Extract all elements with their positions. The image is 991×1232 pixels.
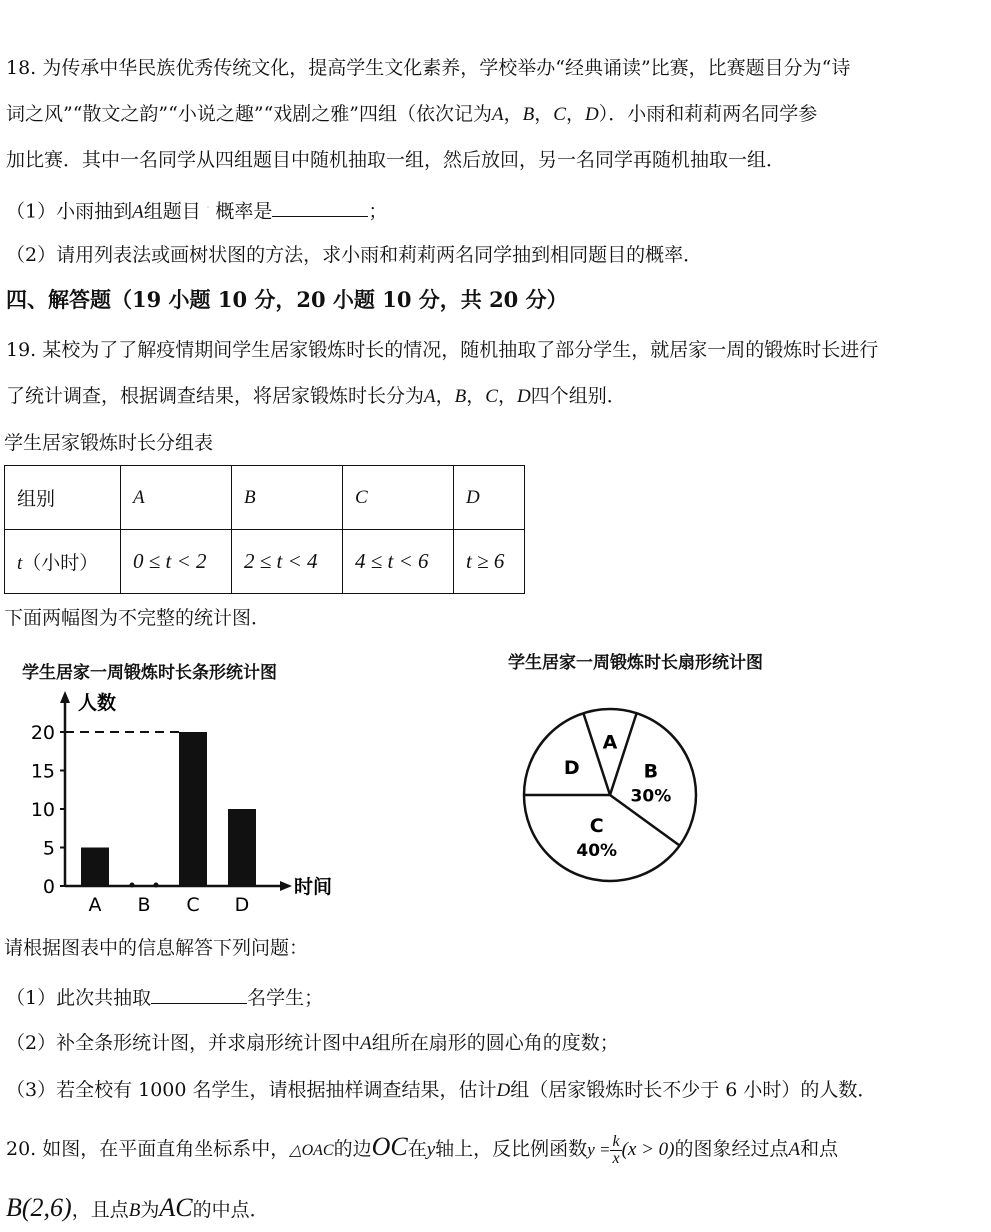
triangle-label: △OAC <box>289 1142 334 1159</box>
pie-chart <box>515 700 705 890</box>
letter-c: C <box>485 386 498 407</box>
slice-label-b: B <box>643 760 659 783</box>
y-tick-label: 10 <box>30 799 55 821</box>
segment-ac: AC <box>159 1193 193 1222</box>
x-axis-arrow <box>280 881 292 891</box>
slice-percent-b: 30% <box>630 786 672 807</box>
fraction-k-over-x <box>610 1134 621 1167</box>
function-lhs: y = <box>587 1140 611 1159</box>
table-cell: C <box>343 466 454 530</box>
fraction-denominator: x <box>612 1149 620 1167</box>
letter-c: C <box>553 104 566 125</box>
answer-blank[interactable] <box>151 985 247 1004</box>
t-symbol: t <box>17 553 23 574</box>
table-cell: A <box>121 466 232 530</box>
y-tick-label: 20 <box>30 722 55 744</box>
point-a: A <box>788 1139 801 1160</box>
letter-b: B <box>522 104 535 125</box>
q20-text: 在 <box>407 1138 427 1160</box>
table-cell: 0 ≤ t < 2 <box>121 530 232 594</box>
bar-dot-b <box>154 883 159 888</box>
q19-p3-text: （3）若全校有 1000 名学生，请根据抽样调查结果，估计 <box>6 1079 497 1101</box>
bar-a <box>81 848 109 887</box>
q20-text: 20. 如图，在平面直角坐标系中， <box>6 1138 290 1160</box>
q18-part2: （2）请用列表法或画树状图的方法，求小雨和莉莉两名同学抽到相同题目的概率． <box>6 244 703 266</box>
slice-percent-c: 40% <box>576 840 618 861</box>
letter-a: A <box>360 1033 372 1054</box>
q18-p1-end: ； <box>368 200 388 223</box>
bar-d <box>228 809 256 886</box>
point-b: B <box>128 1200 141 1221</box>
slice-label-d: D <box>563 757 580 780</box>
q19-p1-text: （1）此次共抽取 <box>6 987 152 1009</box>
q18-p1-text-c: 概率是 <box>215 200 273 223</box>
x-tick-label: A <box>88 894 102 915</box>
q18-part1 <box>6 196 387 224</box>
q20-text: 为 <box>140 1199 160 1221</box>
slice-label-a: A <box>602 731 618 754</box>
letter-b: B <box>454 386 467 407</box>
q19-p3-end: 组（居家锻炼时长不少于 6 小时）的人数． <box>510 1079 877 1101</box>
bar-c <box>179 732 207 886</box>
q19-p2-end: 组所在扇形的圆心角的度数； <box>371 1032 619 1054</box>
q19-line2-text: 了统计调查，根据调查结果，将居家锻炼时长分为 <box>6 385 425 407</box>
bar-chart <box>20 685 350 915</box>
x-axis-label: 时间 <box>294 876 333 898</box>
q19-p1-end: 名学生； <box>247 987 324 1009</box>
x-tick-label: C <box>186 894 200 915</box>
axis-y-symbol: y <box>426 1139 436 1160</box>
table-cell: 组别 <box>5 466 121 530</box>
letter-d: D <box>496 1080 511 1101</box>
group-table <box>4 465 525 594</box>
table-cell: B <box>232 466 343 530</box>
y-axis-label: 人数 <box>78 692 117 714</box>
letter-d: D <box>584 104 599 125</box>
function-domain: (x > 0) <box>621 1139 675 1160</box>
table-row <box>5 466 525 530</box>
q19-line1: 19. 某校为了了解疫情期间学生居家锻炼时长的情况，随机抽取了部分学生，就居家一周的锻炼时长进行 <box>6 339 879 361</box>
q20-text: 和点 <box>800 1138 839 1160</box>
y-tick-label: 5 <box>42 837 55 860</box>
q20-text: 的边 <box>333 1138 372 1160</box>
q18-line1: 18. 为传承中华民族优秀传统文化，提高学生文化素养，学校举办“经典诵读”比赛，比赛题目分为“诗 <box>6 57 851 79</box>
q19-part1 <box>6 985 323 1010</box>
table-cell <box>5 530 121 594</box>
q18-line2-end: ）．小雨和莉莉两名同学参 <box>598 103 818 125</box>
table-row <box>5 530 525 594</box>
q18-line2: 词之风”“散文之韵”“小说之趣”“戏剧之雅”四组（依次记为A，B，C，D）．小雨和莉莉两名同学参 <box>6 103 818 125</box>
q19-line2: 了统计调查，根据调查结果，将居家锻炼时长分为A，B，C，D四个组别． <box>6 385 626 407</box>
table-title: 学生居家锻炼时长分组表 <box>4 432 214 454</box>
fraction-numerator: k <box>612 1132 620 1150</box>
letter-a: A <box>492 104 504 125</box>
slice-border-a <box>583 713 610 795</box>
q18-line2-text: 词之风”“散文之韵”“小说之趣”“戏剧之雅”四组（依次记为 <box>6 103 492 125</box>
q20-text: ，且点 <box>71 1199 129 1221</box>
table-cell: t ≥ 6 <box>454 530 525 594</box>
unit-label: （小时） <box>22 552 99 574</box>
q20-text: 的图象经过点 <box>674 1138 789 1160</box>
y-tick-label: 15 <box>30 760 55 783</box>
bar-chart-title: 学生居家一周锻炼时长条形统计图 <box>22 663 277 683</box>
y-tick-label: 0 <box>42 876 55 898</box>
q19-p2-text: （2）补全条形统计图，并求扇形统计图中 <box>6 1032 361 1054</box>
y-axis-arrow <box>60 691 70 703</box>
section-heading: 四、解答题（19 小题 10 分，20 小题 10 分，共 20 分） <box>6 287 568 312</box>
q20-text: 的中点． <box>192 1199 269 1221</box>
q18-p1-text: （1）小雨抽到 <box>6 200 133 223</box>
table-cell: 2 ≤ t < 4 <box>232 530 343 594</box>
slice-label-c: C <box>589 814 604 837</box>
q19-line2-end: 四个组别． <box>530 385 626 407</box>
q20-text: 轴上，反比例函数 <box>435 1138 588 1160</box>
answer-blank[interactable] <box>272 198 368 217</box>
table-cell: 4 ≤ t < 6 <box>343 530 454 594</box>
q18-line3: 加比赛．其中一名同学从四组题目中随机抽取一组，然后放回，另一名同学再随机抽取一组． <box>6 149 786 171</box>
letter-a: A <box>132 201 144 223</box>
bar-dot-b <box>130 883 135 888</box>
q18-p1-text-b: 组题目 <box>143 200 201 223</box>
letter-d: D <box>516 386 531 407</box>
point-b-coords: B(2,6) <box>6 1193 72 1222</box>
segment-oc: OC <box>371 1132 408 1161</box>
after-table-text: 下面两幅图为不完整的统计图． <box>4 607 271 629</box>
watermark-mark: · <box>206 203 210 212</box>
slice-border-b <box>610 713 637 795</box>
x-tick-label: B <box>137 894 151 915</box>
table-cell: D <box>454 466 525 530</box>
x-tick-label: D <box>234 894 250 915</box>
q19-part2 <box>6 1031 619 1056</box>
q19-part3 <box>6 1078 876 1103</box>
questions-intro: 请根据图表中的信息解答下列问题： <box>4 937 309 959</box>
q20-line1 <box>6 1130 838 1168</box>
letter-a: A <box>424 386 436 407</box>
pie-chart-title: 学生居家一周锻炼时长扇形统计图 <box>508 653 763 673</box>
q20-line2 <box>6 1190 269 1229</box>
